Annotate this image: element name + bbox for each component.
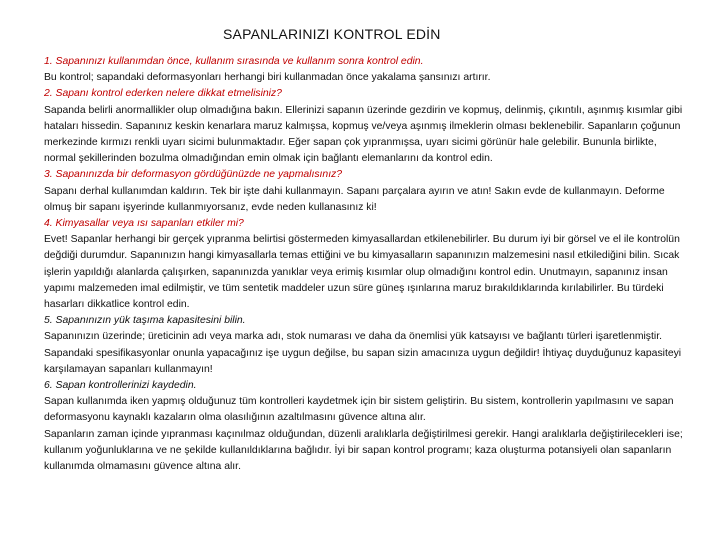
section-heading: 2. Sapanı kontrol ederken nelere dikkat etmelisiniz? bbox=[44, 88, 282, 100]
section-text: Sapanların zaman içinde yıpranması kaçınılmaz olduğundan, düzenli aralıklarla değiştirilmesi gerekir. Hangi aralıklarla değiştirilecekleri ise; kullanım yoğunluklarına ve ne şekilde kullanıldıklarına bağlıdır. İyi bir sapan kontrol programı; kaza oluşturma potansiyeli olan sapanların kullanımda olmamasını güvence altına alır. bbox=[44, 428, 683, 473]
page-title: SAPANLARINIZI KONTROL EDİN bbox=[223, 26, 441, 42]
section-text: Bu kontrol; sapandaki deformasyonları herhangi biri kullanmadan önce yakalama şansınızı artırır. bbox=[44, 72, 491, 84]
section-heading: 5. Sapanınızın yük taşıma kapasitesini bilin. bbox=[44, 315, 246, 327]
section-heading: 6. Sapan kontrollerinizi kaydedin. bbox=[44, 380, 197, 392]
section-heading: 4. Kimyasallar veya ısı sapanları etkiler mi? bbox=[44, 218, 244, 230]
section-text: Sapanınızın üzerinde; üreticinin adı veya marka adı, stok numarası ve daha da önemlisi yük katsayısı ve bağlantı türleri işaretlenmiştir. Sapandaki spesifikasyonlar onunla yapacağınız işe uygun değilse, bu sapan sizin amacınıza uygun değildir! İhtiyaç duyduğunuz kapasiteyi karşılamayan sapanları kullanmayın! bbox=[44, 331, 682, 375]
section-text: Sapan kullanımda iken yapmış olduğunuz tüm kontrolleri kaydetmek için bir sistem geliştirin. Bu sistem, kontrollerin yapılmasını ve sapan deformasyonu kaynaklı kazaların olma olasılığının azaltılmasını güvence altına alır. bbox=[44, 396, 674, 424]
content-body bbox=[44, 54, 684, 475]
section-text: Sapanda belirli anormallikler olup olmadığına bakın. Ellerinizi sapanın üzerinde gezdirin ve kopmuş, delinmiş, çıkıntılı, aşınmış kısımlar gibi hataları hissedin. Sapanınız keskin kenarlara maruz kalmışsa, kopmuş ve/veya aşınmış ilmeklerin olması beklenebilir. Sapanların çoğunun merkezinde kırmızı renkli uyarı sicimi bulunmaktadır. Eğer sapan çok yıpranmışsa, uyarı sicimi görünür hale gelebilir. Bununla birlikte, normal şekillerinden bozulma olmadığından emin olmak için bağlantı elemanlarını da kontrol edin. bbox=[44, 104, 683, 165]
section-text: Sapanı derhal kullanımdan kaldırın. Tek bir işte dahi kullanmayın. Sapanı parçalara ayırın ve atın! Sakın evde de kullanmayın. Deforme olmuş bir sapanı işyerinde kullanmıyorsanız, evde neden kullanasınız ki! bbox=[44, 185, 665, 213]
section-heading: 3. Sapanınızda bir deformasyon gördüğünüzde ne yapmalısınız? bbox=[44, 169, 343, 181]
section-heading: 1. Sapanınızı kullanımdan önce, kullanım sırasında ve kullanım sonra kontrol edin. bbox=[44, 56, 424, 67]
section-text: Evet! Sapanlar herhangi bir gerçek yıpranma belirtisi göstermeden kimyasallardan etkilenebilirler. Bu durum iyi bir görsel ve el ile kontrolün değdiği durumdur. Sapanınızın hangi kimyasallarla temas ettiğini ve bu kimyasalların sapanınızın malzemesini nasıl etkilediğini bilin. Sıcak işlerin yapıldığı alanlarda çalışırken, sapanınızda yanıklar veya erimiş kısımlar olup olmadığını kontrol edin. Unutmayın, sapanınız insan yapımı malzemeden imal edilmiştir, ve tüm sentetik maddeler uzun süre güneş ışınlarına maruz bırakıldıklarında kırılabilirler. Bu türdeki hasarları dikkatlice kontrol edin. bbox=[44, 234, 680, 311]
